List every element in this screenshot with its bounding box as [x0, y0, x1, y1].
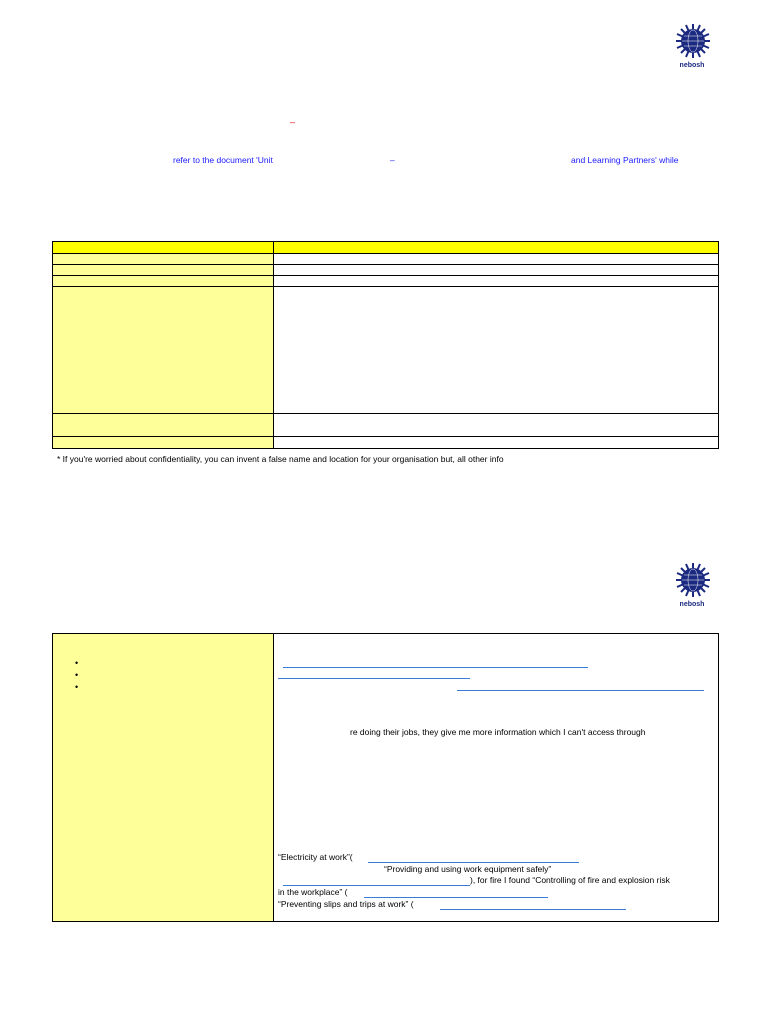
- value-cell[interactable]: [274, 265, 719, 276]
- label-cell: [53, 414, 274, 437]
- value-cell[interactable]: [274, 414, 719, 437]
- label-cell: [53, 254, 274, 265]
- slips-reference: “Preventing slips and trips at work” (: [278, 899, 414, 909]
- label-cell: [53, 287, 274, 414]
- label-cell: [53, 437, 274, 449]
- confidentiality-footnote: * If you're worried about confidentiality, you can invent a false name and location for your organisation but, all other info: [57, 454, 504, 464]
- hyperlink-underline[interactable]: [283, 885, 470, 886]
- bullet-point: •: [75, 658, 79, 668]
- label-cell: [53, 265, 274, 276]
- nebosh-logo-page2: [668, 563, 716, 615]
- hyperlink-underline[interactable]: [278, 678, 470, 679]
- value-cell[interactable]: [274, 254, 719, 265]
- sources-label-cell: [53, 634, 274, 922]
- label-cell: [53, 276, 274, 287]
- header-cell-right: [274, 242, 719, 254]
- nebosh-wordmark: nebosh: [679, 601, 705, 608]
- nebosh-wordmark: nebosh: [679, 62, 705, 69]
- bullet-point: •: [75, 670, 79, 680]
- organisation-info-table: [52, 241, 719, 449]
- fire-reference: ), for fire I found “Controlling of fire and explosion risk: [470, 875, 670, 885]
- value-cell[interactable]: [274, 276, 719, 287]
- hyperlink-underline[interactable]: [440, 909, 626, 910]
- nebosh-globe-icon: [676, 24, 710, 58]
- red-dash-mark: –: [290, 117, 296, 127]
- hyperlink-underline[interactable]: [364, 897, 548, 898]
- body-text-line: re doing their jobs, they give me more information which I can't access through: [350, 727, 646, 737]
- instruction-dash: –: [390, 155, 395, 165]
- instruction-part1: refer to the document 'Unit: [173, 155, 273, 165]
- fire-reference-line2: in the workplace” (: [278, 887, 348, 897]
- instruction-part2: and Learning Partners' while: [571, 155, 679, 165]
- bullet-point: •: [75, 682, 79, 692]
- hyperlink-underline[interactable]: [457, 690, 704, 691]
- value-cell[interactable]: [274, 287, 719, 414]
- electricity-reference: “Electricity at work”(: [278, 852, 353, 862]
- work-equipment-reference: “Providing and using work equipment safely”: [384, 864, 552, 874]
- hyperlink-underline[interactable]: [283, 667, 588, 668]
- nebosh-logo: [668, 24, 716, 76]
- header-cell-left: [53, 242, 274, 254]
- hyperlink-underline[interactable]: [368, 862, 579, 863]
- nebosh-globe-icon: [676, 563, 710, 597]
- value-cell[interactable]: [274, 437, 719, 449]
